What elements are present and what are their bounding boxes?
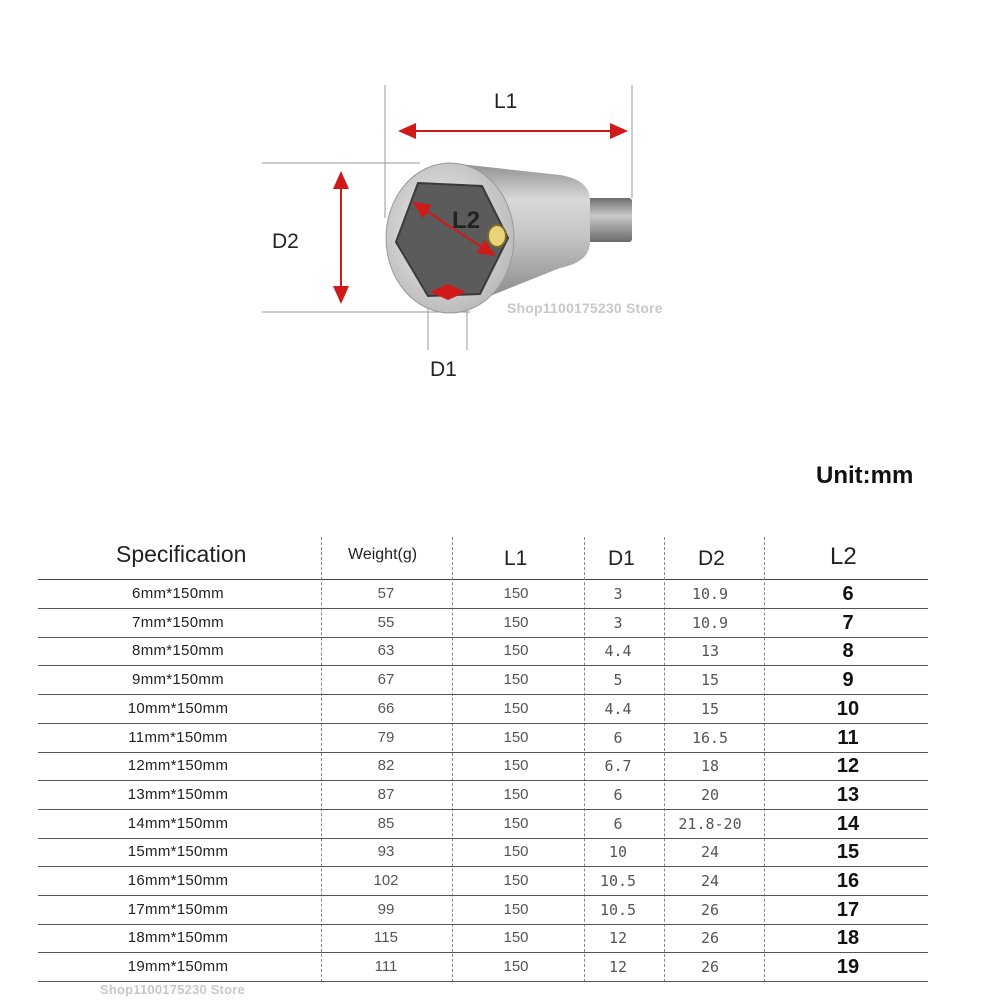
table-row — [38, 810, 928, 839]
header-l1: L1 — [504, 547, 528, 570]
l2-cell: 13 — [836, 783, 860, 806]
l1-cell: 150 — [503, 757, 529, 775]
header-weight: Weight(g) — [348, 546, 418, 563]
d1-cell: 3 — [613, 613, 623, 632]
weight-cell: 63 — [377, 642, 395, 660]
spec-cell: 18mm*150mm — [127, 929, 229, 947]
d1-cell: 12 — [608, 958, 628, 977]
d1-cell: 6 — [613, 728, 623, 747]
d2-cell: 15 — [700, 671, 720, 690]
diagram-watermark: Shop1100175230 Store — [507, 300, 663, 316]
d1-cell: 6.7 — [604, 757, 632, 776]
l1-cell: 150 — [503, 958, 529, 976]
l1-cell: 150 — [503, 872, 529, 889]
spec-cell: 7mm*150mm — [132, 613, 224, 631]
table-row — [38, 781, 928, 810]
weight-cell: 87 — [377, 785, 395, 803]
l1-cell: 150 — [503, 814, 529, 832]
l2-cell: 19 — [836, 956, 860, 979]
l2-cell: 10 — [836, 697, 860, 720]
weight-cell: 82 — [377, 757, 395, 775]
l2-cell: 12 — [836, 755, 860, 778]
spec-cell: 17mm*150mm — [127, 900, 229, 918]
footer-watermark: Shop1100175230 Store — [100, 982, 245, 997]
table-row — [38, 896, 928, 925]
l2-label: L2 — [452, 207, 481, 234]
d1-cell: 6 — [613, 785, 623, 804]
l1-cell: 150 — [503, 785, 529, 803]
l2-cell: 8 — [842, 640, 854, 663]
d1-cell: 3 — [613, 585, 623, 603]
header-d2: D2 — [698, 547, 725, 570]
d2-cell: 21.8-20 — [678, 814, 742, 833]
d1-cell: 4.4 — [604, 699, 632, 718]
d2-cell: 13 — [700, 642, 720, 661]
l1-cell: 150 — [503, 642, 529, 660]
table-row — [38, 924, 928, 953]
l1-cell: 150 — [503, 843, 529, 861]
table-row — [38, 695, 928, 724]
weight-cell: 93 — [377, 843, 395, 861]
spec-cell: 13mm*150mm — [127, 785, 229, 803]
d2-cell: 24 — [700, 872, 720, 890]
l1-cell: 150 — [503, 728, 529, 746]
weight-cell: 115 — [374, 929, 398, 947]
table-row — [38, 580, 928, 609]
l1-cell: 150 — [503, 671, 529, 689]
table-row — [38, 953, 928, 982]
d2-cell: 18 — [700, 757, 720, 776]
table-row — [38, 867, 928, 896]
d2-cell: 26 — [700, 929, 720, 948]
table-row — [38, 637, 928, 666]
l2-cell: 7 — [842, 611, 854, 634]
table-row — [38, 666, 928, 695]
d2-cell: 10.9 — [691, 613, 729, 632]
table-row — [38, 838, 928, 867]
l2-cell: 16 — [836, 870, 860, 892]
d1-cell: 5 — [613, 671, 623, 690]
spec-cell: 12mm*150mm — [127, 757, 229, 775]
l2-cell: 6 — [842, 583, 854, 605]
weight-cell: 57 — [377, 585, 395, 602]
l1-label: L1 — [494, 90, 518, 113]
l2-cell: 17 — [836, 898, 860, 921]
l1-cell: 150 — [503, 900, 529, 918]
table-row — [38, 752, 928, 781]
d2-cell: 16.5 — [691, 728, 729, 747]
weight-cell: 55 — [377, 613, 395, 631]
d1-cell: 10 — [608, 843, 628, 862]
weight-cell: 111 — [374, 958, 398, 976]
header-d1: D1 — [608, 547, 635, 570]
d2-cell: 20 — [700, 785, 720, 804]
d2-cell: 26 — [700, 958, 720, 977]
table-header — [38, 537, 928, 580]
table-row — [38, 609, 928, 638]
spec-cell: 11mm*150mm — [128, 728, 228, 746]
l1-cell: 150 — [503, 613, 529, 631]
header-specification: Specification — [116, 541, 247, 567]
d1-cell: 6 — [613, 814, 623, 833]
l2-cell: 9 — [842, 669, 854, 692]
d2-cell: 15 — [700, 699, 720, 718]
weight-cell: 66 — [377, 699, 395, 717]
spec-cell: 14mm*150mm — [127, 814, 229, 832]
d2-label: D2 — [272, 230, 299, 253]
weight-cell: 67 — [377, 671, 395, 689]
l1-cell: 150 — [503, 585, 529, 602]
l2-cell: 18 — [836, 927, 860, 950]
socket-dimension-diagram — [0, 0, 1000, 420]
d2-cell: 26 — [700, 900, 720, 919]
l2-cell: 14 — [836, 812, 860, 835]
d1-cell: 12 — [608, 929, 628, 948]
d2-cell: 24 — [700, 843, 720, 862]
l1-cell: 150 — [503, 699, 529, 717]
spec-cell: 19mm*150mm — [127, 958, 229, 976]
magnet — [488, 225, 506, 247]
d1-cell: 10.5 — [599, 872, 637, 890]
d2-cell: 10.9 — [691, 585, 729, 603]
table-row — [38, 724, 928, 753]
spec-cell: 8mm*150mm — [132, 642, 224, 660]
spec-cell: 16mm*150mm — [127, 872, 229, 889]
spec-cell: 10mm*150mm — [127, 699, 229, 717]
d1-cell: 4.4 — [604, 642, 632, 661]
l2-cell: 11 — [837, 726, 859, 749]
spec-cell: 9mm*150mm — [132, 671, 224, 689]
d1-cell: 10.5 — [599, 900, 637, 919]
header-l2: L2 — [830, 543, 857, 570]
spec-cell: 15mm*150mm — [127, 843, 229, 861]
l2-cell: 15 — [836, 841, 860, 864]
l1-cell: 150 — [503, 929, 529, 947]
weight-cell: 99 — [377, 900, 395, 918]
spec-cell: 6mm*150mm — [132, 585, 224, 602]
d1-label: D1 — [430, 358, 457, 381]
weight-cell: 102 — [373, 872, 399, 889]
unit-label: Unit:mm — [816, 462, 914, 489]
weight-cell: 85 — [377, 814, 395, 832]
weight-cell: 79 — [377, 728, 395, 746]
